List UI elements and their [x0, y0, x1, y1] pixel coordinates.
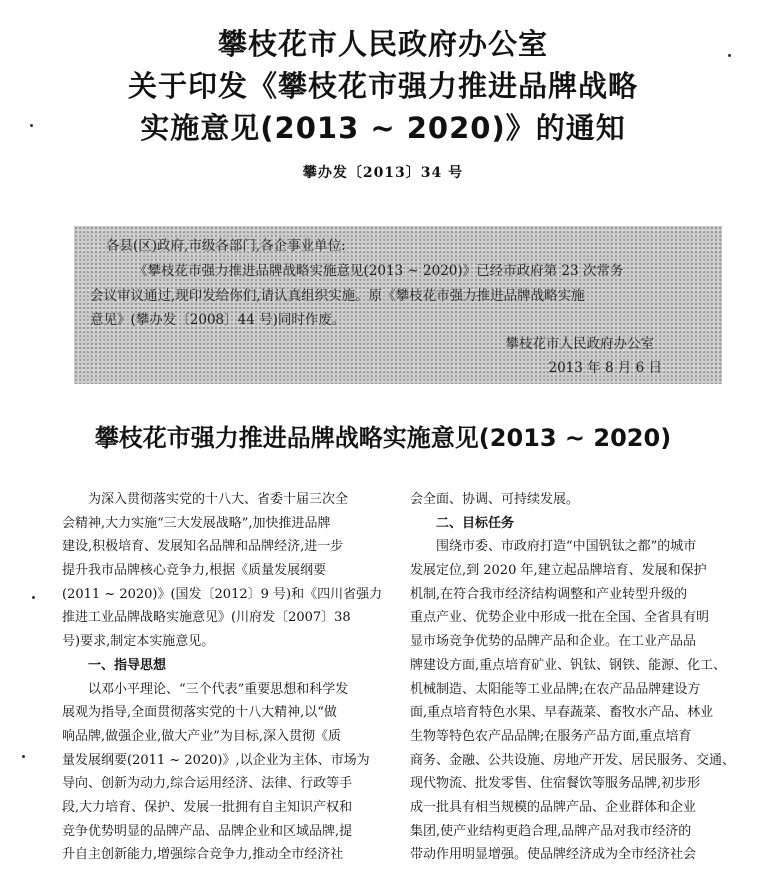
right-column [410, 488, 736, 867]
left-column [62, 488, 382, 867]
document-title-line-3: 实施意见(2013 ~ 2020)》的通知 [140, 111, 626, 145]
notice-salutation: 各县(区)政府,市级各部门,各企事业单位: [106, 238, 346, 254]
notice-body-line-2: 会议审议通过,现印发给你们,请认真组织实施。原《攀枝花市强力推进品牌战略实施 [90, 288, 585, 304]
paragraph-line: 显市场竞争优势的品牌产品和企业。在工业产品品 [410, 634, 697, 650]
notice-date: 2013 年 8 月 6 日 [548, 360, 662, 376]
paragraph-line: 会精神,大力实施“三大发展战略”,加快推进品牌 [62, 515, 331, 531]
paragraph-line: 牌建设方面,重点培育矿业、钒钛、钢铁、能源、化工、 [410, 657, 727, 673]
paragraph-line: 成一批具有相当规模的品牌产品、企业群体和企业 [410, 799, 697, 815]
paragraph-line: 生物等特色农产品品牌;在服务产品方面,重点培育 [410, 728, 692, 744]
paragraph-line: 重点产业、优势企业中形成一批在全国、全省具有明 [410, 610, 710, 626]
paragraph-line: 建设,积极培育、发展知名品牌和品牌经济,进一步 [62, 539, 344, 555]
paragraph-line: 面,重点培育特色水果、早春蔬菜、畜牧水产品、林业 [410, 705, 714, 721]
document-title-line-2: 关于印发《攀枝花市强力推进品牌战略 [127, 69, 638, 103]
document-title-line-1: 攀枝花市人民政府办公室 [217, 27, 548, 61]
paragraph-line: 围绕市委、市政府打造“中国钒钛之都”的城市 [436, 539, 697, 555]
paragraph-line: 集团,使产业结构更趋合理,品牌产品对我市经济的 [410, 823, 692, 839]
notice-box [74, 226, 722, 384]
paragraph-line: (2011 ~ 2020)》(国发〔2012〕9 号)和《四川省强力 [62, 586, 383, 602]
paragraph-line: 以邓小平理论、“三个代表”重要思想和科学发 [88, 681, 349, 697]
paragraph-line: 机械制造、太阳能等工业品牌;在农产品品牌建设方 [410, 681, 701, 697]
notice-signature: 攀枝花市人民政府办公室 [505, 336, 654, 352]
paragraph-line: 号)要求,制定本实施意见。 [62, 634, 215, 650]
paragraph-line: 段,大力培育、保护、发展一批拥有自主知识产权和 [62, 799, 353, 815]
paragraph-line: 为深入贯彻落实党的十八大、省委十届三次全 [88, 492, 349, 507]
scan-speck [32, 596, 35, 599]
scan-speck [30, 124, 33, 127]
paragraph-line: 推进工业品牌战略实施意见》(川府发〔2007〕38 [62, 610, 351, 626]
paragraph-line: 发展定位,到 2020 年,建立起品牌培育、发展和保护 [410, 563, 707, 579]
document-number: 攀办发〔2013〕34 号 [302, 165, 464, 181]
paragraph-line: 展观为指导,全面贯彻落实党的十八大精神,以“做 [62, 705, 337, 721]
paragraph-line: 导向、创新为动力,综合运用经济、法律、行政等手 [62, 776, 353, 792]
paragraph-line: 商务、金融、公共设施、房地产开发、居民服务、交通、 [410, 752, 736, 768]
paragraph-line: 量发展纲要(2011 ~ 2020)》,以企业为主体、市场为 [62, 752, 370, 768]
paragraph-line: 升自主创新能力,增强综合竞争力,推动全市经济社 [62, 847, 344, 863]
paragraph-line: 现代物流、批发零售、住宿餐饮等服务品牌,初步形 [410, 776, 701, 792]
section-heading: 二、目标任务 [436, 515, 515, 531]
paragraph-line: 会全面、协调、可持续发展。 [410, 492, 580, 507]
section-heading: 一、指导思想 [88, 657, 167, 673]
paragraph-line: 提升我市品牌核心竞争力,根据《质量发展纲要 [62, 563, 327, 579]
paragraph-line: 带动作用明显增强。使品牌经济成为全市经济社会 [410, 847, 697, 863]
scan-speck [22, 755, 25, 758]
scan-speck [728, 54, 731, 57]
paragraph-line: 竞争优势明显的品牌产品、品牌企业和区域品牌,提 [62, 823, 353, 839]
paragraph-line: 机制,在符合我市经济结构调整和产业转型升级的 [410, 586, 688, 602]
paragraph-line: 响品牌,做强企业,做大产业”为目标,深入贯彻《质 [62, 728, 342, 744]
notice-body-line-3: 意见》(攀办发〔2008〕44 号)同时作废。 [90, 312, 346, 328]
notice-body-line-1: 《攀枝花市强力推进品牌战略实施意见(2013 ~ 2020)》已经市政府第 23 次常务 [134, 263, 624, 279]
section-title: 攀枝花市强力推进品牌战略实施意见(2013 ~ 2020) [94, 424, 672, 452]
